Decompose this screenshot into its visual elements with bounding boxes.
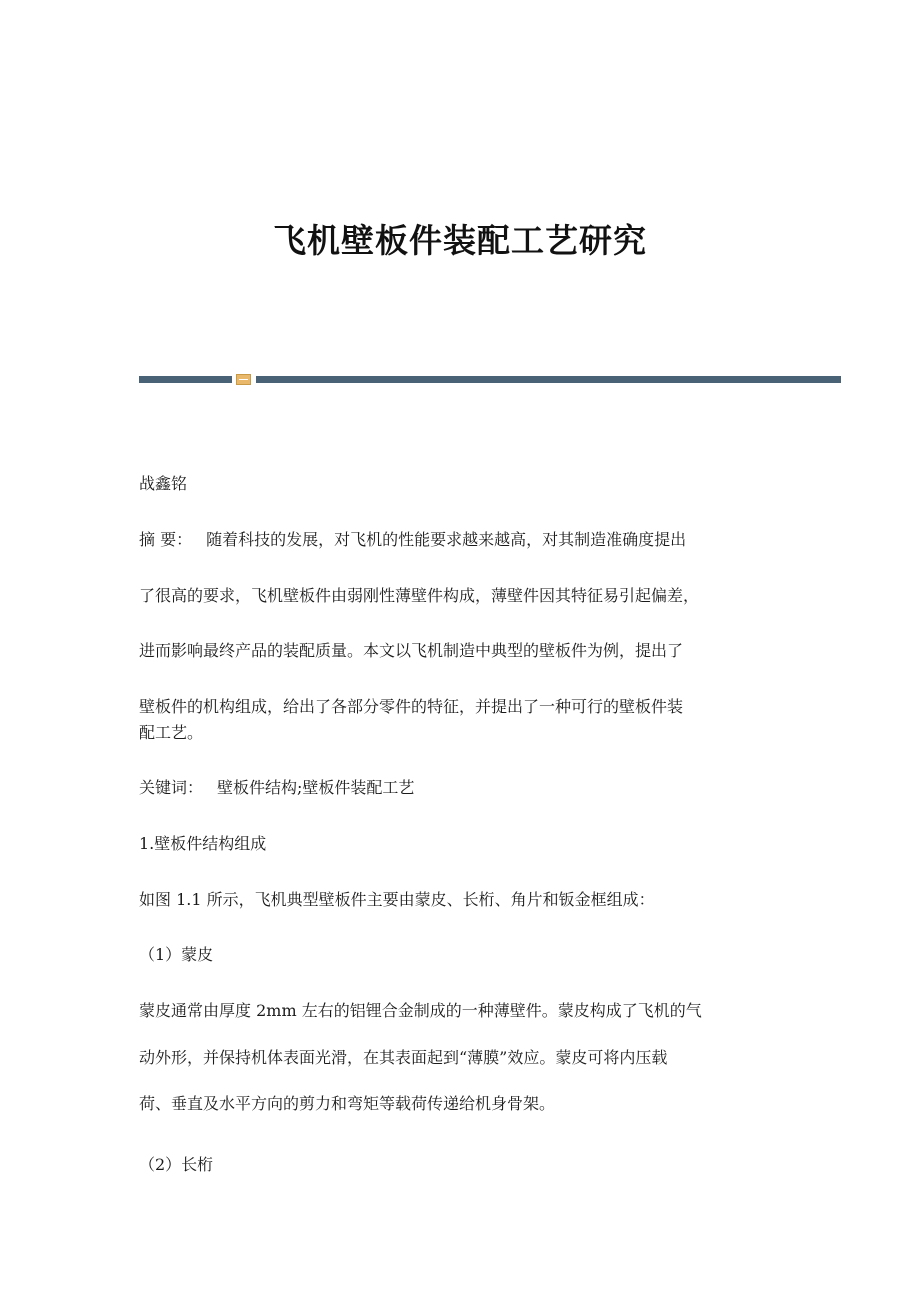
section-heading: 1.壁板件结构组成 (139, 834, 267, 853)
abstract-line-5: 配工艺。 (139, 723, 204, 742)
keywords-label: 关键词： (139, 778, 204, 797)
divider-ornament-icon (236, 374, 251, 385)
title-divider (139, 374, 841, 386)
abstract-line-1 (139, 530, 686, 550)
item-heading-stringer: （2）长桁 (139, 1155, 214, 1174)
document-title: 飞机壁板件装配工艺研究 (273, 221, 647, 260)
abstract-label: 摘 要： (139, 530, 193, 549)
item-heading-skin: （1）蒙皮 (139, 945, 214, 964)
divider-bar-right (256, 376, 841, 383)
skin-paragraph-line-2: 动外形，并保持机体表面光滑，在其表面起到“薄膜”效应。蒙皮可将内压载 (139, 1048, 668, 1067)
author-name: 战鑫铭 (139, 474, 188, 493)
section-intro: 如图 1.1 所示，飞机典型壁板件主要由蒙皮、长桁、角片和钣金框组成： (139, 890, 655, 909)
skin-paragraph-line-3: 荷、垂直及水平方向的剪力和弯矩等载荷传递给机身骨架。 (139, 1094, 556, 1113)
keywords-line (139, 778, 414, 798)
abstract-text: 随着科技的发展，对飞机的性能要求越来越高，对其制造准确度提出 (206, 530, 687, 549)
abstract-line-4: 壁板件的机构组成，给出了各部分零件的特征，并提出了一种可行的壁板件装 (139, 697, 684, 716)
keywords-value: 壁板件结构;壁板件装配工艺 (217, 778, 415, 797)
divider-bar-left (139, 376, 232, 383)
abstract-line-3: 进而影响最终产品的装配质量。本文以飞机制造中典型的壁板件为例，提出了 (139, 641, 684, 660)
skin-paragraph-line-1: 蒙皮通常由厚度 2mm 左右的铝锂合金制成的一种薄壁件。蒙皮构成了飞机的气 (139, 1001, 702, 1020)
abstract-line-2: 了很高的要求，飞机壁板件由弱刚性薄壁件构成，薄壁件因其特征易引起偏差， (139, 586, 700, 605)
